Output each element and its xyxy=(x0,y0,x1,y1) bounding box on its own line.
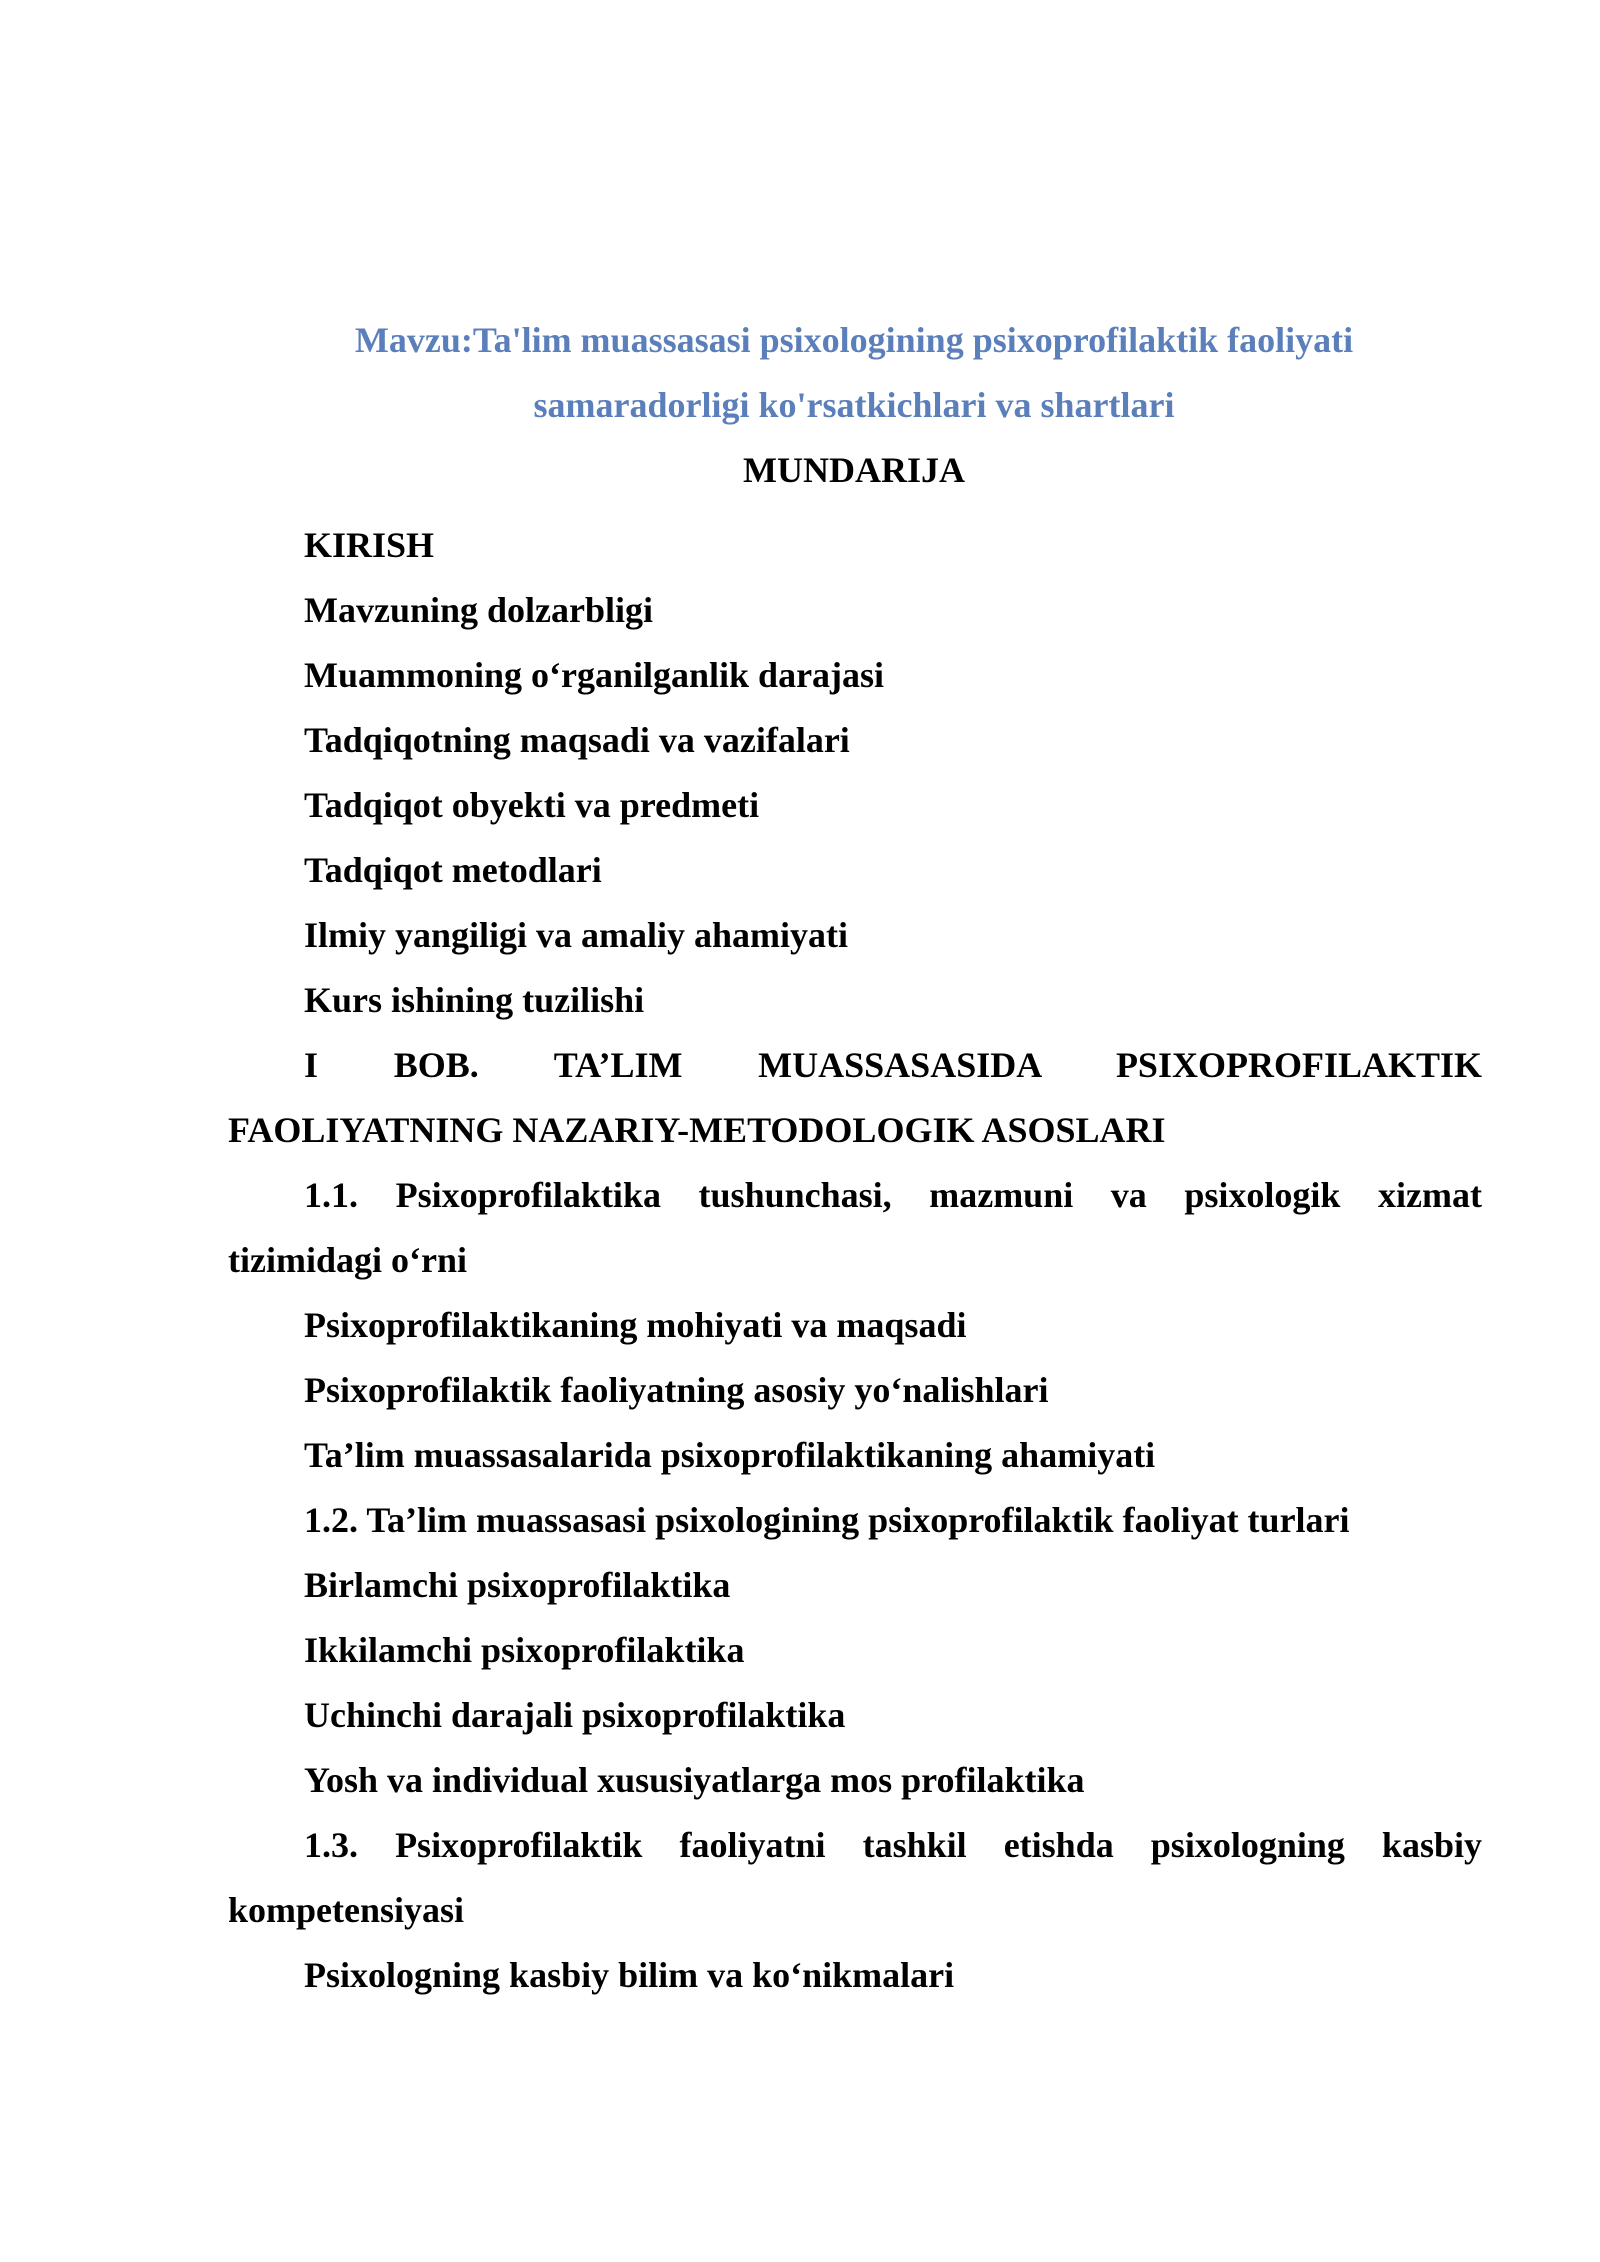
toc-item: Ikkilamchi psixoprofilaktika xyxy=(304,1630,745,1670)
toc-item: Tadqiqotning maqsadi va vazifalari xyxy=(304,720,850,760)
table-of-contents xyxy=(228,513,1482,2008)
toc-chapter-heading-continued: FAOLIYATNING NAZARIY-METODOLOGIK ASOSLARI xyxy=(228,1110,1166,1150)
toc-section-heading: 1.3. Psixoprofilaktik faoliyatni tashkil etishda psixologning kasbiy xyxy=(304,1825,1482,1865)
toc-item: Psixologning kasbiy bilim va ko‘nikmalari xyxy=(304,1955,955,1995)
title-line-2: samaradorligi ko'rsatkichlari va shartlari xyxy=(533,385,1175,425)
toc-item: Tadqiqot metodlari xyxy=(304,850,602,890)
toc-section-heading-continued: tizimidagi o‘rni xyxy=(228,1240,467,1280)
toc-item: Mavzuning dolzarbligi xyxy=(304,590,654,630)
toc-chapter-heading: I BOB. TA’LIM MUASSASASIDA PSIXOPROFILAKTIK xyxy=(304,1045,1482,1085)
toc-heading: MUNDARIJA xyxy=(743,450,965,490)
toc-item: Muammoning o‘rganilganlik darajasi xyxy=(304,655,885,695)
toc-item: KIRISH xyxy=(304,525,435,565)
toc-item: Tadqiqot obyekti va predmeti xyxy=(304,785,760,825)
toc-section-heading: 1.1. Psixoprofilaktika tushunchasi, mazmuni va psixologik xizmat xyxy=(304,1175,1482,1215)
toc-section-heading: 1.2. Ta’lim muassasasi psixologining psixoprofilaktik faoliyat turlari xyxy=(304,1500,1350,1540)
toc-item: Uchinchi darajali psixoprofilaktika xyxy=(304,1695,846,1735)
toc-item: Yosh va individual xususiyatlarga mos profilaktika xyxy=(304,1760,1085,1800)
toc-item: Birlamchi psixoprofilaktika xyxy=(304,1565,731,1605)
toc-item: Kurs ishining tuzilishi xyxy=(304,980,645,1020)
toc-item: Ilmiy yangiligi va amaliy ahamiyati xyxy=(304,915,849,955)
toc-item: Psixoprofilaktikaning mohiyati va maqsadi xyxy=(304,1305,967,1345)
toc-item: Ta’lim muassasalarida psixoprofilaktikaning ahamiyati xyxy=(304,1435,1156,1475)
title-line-1: Mavzu:Ta'lim muassasasi psixologining psixoprofilaktik faoliyati xyxy=(354,320,1354,360)
toc-section-heading-continued: kompetensiyasi xyxy=(228,1890,465,1930)
toc-item: Psixoprofilaktik faoliyatning asosiy yo‘nalishlari xyxy=(304,1370,1049,1410)
